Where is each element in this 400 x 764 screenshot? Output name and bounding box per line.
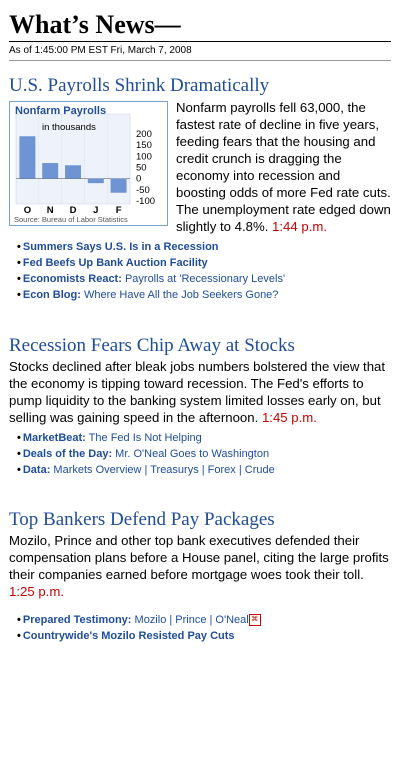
y-tick-label: 200 [136, 129, 152, 140]
bullet-icon: • [17, 432, 21, 444]
related-link[interactable] [17, 239, 391, 255]
story-text: Mozilo, Prince and other top bank executives defended their compensation plans before a House panel, citing the large profits their companies earned before mortgage woes took their toll. [9, 533, 389, 582]
timestamp: As of 1:45:00 PM EST Fri, March 7, 2008 [9, 45, 192, 56]
payrolls-chart[interactable] [9, 101, 168, 226]
y-tick-label: 150 [136, 140, 152, 152]
pdf-icon[interactable]: ⌘ [249, 614, 261, 626]
x-tick-label: N [46, 205, 54, 216]
chart-source: Source: Bureau of Labor Statistics [14, 215, 128, 224]
related-link[interactable] [17, 446, 391, 462]
x-tick-label: J [93, 205, 99, 216]
story-headline[interactable]: U.S. Payrolls Shrink Dramatically [9, 75, 270, 96]
chart-bar [88, 179, 104, 183]
y-tick-label: -100 [136, 196, 156, 207]
link-label[interactable]: Countrywide's Mozilo Resisted Pay Cuts [22, 630, 235, 642]
story-headline[interactable]: Top Bankers Defend Pay Packages [9, 509, 275, 530]
y-tick-label: 0 [136, 173, 142, 185]
x-tick-label: D [69, 205, 77, 216]
chart-bar [19, 136, 35, 178]
story-payrolls [9, 75, 391, 303]
story-stocks [9, 335, 391, 478]
bullet-icon: • [17, 448, 21, 460]
x-tick-label: O [23, 205, 32, 216]
related-links [9, 430, 391, 478]
related-link[interactable] [17, 271, 391, 287]
related-links [9, 239, 391, 303]
x-tick-label: F [115, 205, 122, 216]
timestamp-rule [9, 60, 391, 61]
bullet-icon: • [17, 273, 21, 285]
link-detail[interactable]: Markets Overview | Treasurys | Forex | Crude [50, 464, 275, 476]
related-link[interactable] [17, 430, 391, 446]
story-bankers [9, 509, 391, 644]
masthead-rule [9, 41, 391, 42]
chart-subtitle: in thousands [42, 122, 96, 133]
whats-news-module [9, 0, 391, 644]
link-label[interactable]: Prepared Testimony: [22, 614, 132, 626]
bullet-icon: • [17, 257, 21, 269]
chart-svg [10, 102, 167, 225]
bullet-icon: • [17, 614, 21, 626]
link-label[interactable]: MarketBeat: [22, 432, 86, 444]
chart-title: Nonfarm Payrolls [15, 105, 107, 117]
story-text: Stocks declined after bleak jobs numbers bolstered the view that the economy is tipping toward recession. The Fed's efforts to pump liquidity to the banking system limited losses early on, but selling was gaining speed in the afternoon. [9, 359, 386, 425]
story-time: 1:44 p.m. [272, 219, 328, 234]
link-detail[interactable]: Where Have All the Job Seekers Gone? [80, 289, 279, 301]
related-link[interactable] [17, 612, 391, 628]
story-text: Nonfarm payrolls fell 63,000, the fastest rate of decline in five years, feeding fears that the housing and credit crunch is dragging the economy into recession and boosting odds of more Fed rate cuts. The unemployment rate edged down slightly to 4.8%. [176, 100, 391, 234]
related-link[interactable] [17, 255, 391, 271]
link-label[interactable]: Econ Blog: [22, 289, 81, 301]
story-body [9, 99, 391, 235]
bullet-icon: • [17, 289, 21, 301]
link-detail[interactable]: The Fed Is Not Helping [85, 432, 202, 444]
masthead-dash: — [154, 10, 181, 39]
related-link[interactable] [17, 462, 391, 478]
story-time: 1:45 p.m. [261, 410, 317, 425]
link-label[interactable]: Deals of the Day: [22, 448, 113, 460]
link-label[interactable]: Data: [22, 464, 51, 476]
y-tick-label: 100 [136, 151, 152, 163]
link-label[interactable]: Summers Says U.S. Is in a Recession [22, 241, 219, 253]
link-detail[interactable]: Mr. O'Neal Goes to Washington [112, 448, 270, 460]
bullet-icon: • [17, 241, 21, 253]
related-link[interactable] [17, 287, 391, 303]
link-label[interactable]: Fed Beefs Up Bank Auction Facility [22, 257, 208, 269]
related-link[interactable] [17, 628, 391, 644]
link-detail[interactable]: Mozilo | Prince | O'Neal [131, 614, 249, 626]
story-body [9, 358, 391, 426]
related-links [9, 612, 391, 644]
bullet-icon: • [17, 630, 21, 642]
chart-bar [65, 165, 81, 178]
masthead-title: What’s News [9, 10, 155, 39]
chart-bar [111, 179, 127, 193]
story-time: 1:25 p.m. [9, 584, 64, 599]
link-label[interactable]: Economists React: [22, 273, 122, 285]
y-tick-label: 50 [136, 162, 147, 174]
story-body [9, 532, 391, 600]
masthead [9, 9, 391, 41]
y-tick-label: -50 [136, 184, 150, 196]
chart-bar [42, 163, 58, 179]
bullet-icon: • [17, 464, 21, 476]
story-headline[interactable]: Recession Fears Chip Away at Stocks [9, 335, 295, 356]
link-detail[interactable]: Payrolls at 'Recessionary Levels' [121, 273, 286, 285]
